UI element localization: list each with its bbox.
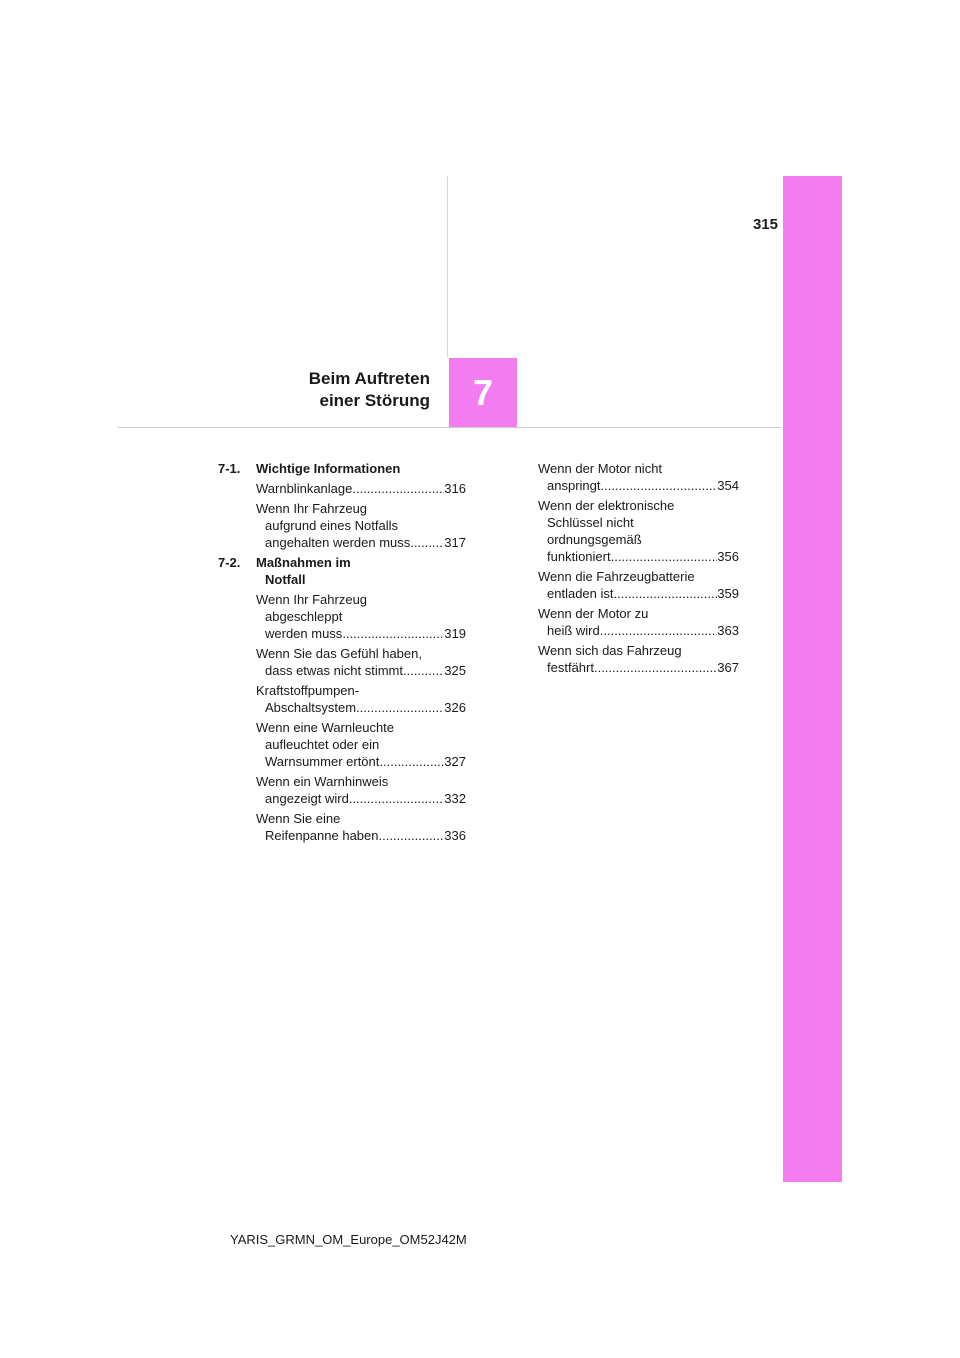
- toc-entry-text: Abschaltsystem: [265, 700, 357, 715]
- toc-entry[interactable]: [218, 500, 466, 551]
- toc-entry[interactable]: [528, 460, 739, 494]
- toc-entry-line: Wenn Ihr Fahrzeug: [256, 592, 368, 607]
- toc-entry-last-line: [256, 753, 466, 770]
- toc-page-number: 359: [717, 586, 739, 601]
- toc-entry-line: Wenn der Motor zu: [538, 606, 649, 621]
- page-number: 315: [752, 216, 778, 233]
- toc-leader-dots: [379, 753, 444, 770]
- toc-entry-last-line: [538, 659, 739, 676]
- toc-entry-last-line: [256, 790, 466, 807]
- toc-page-number: 326: [444, 700, 466, 715]
- toc-entry-last-line: [538, 477, 739, 494]
- toc-entry-text: angehalten werden muss: [265, 535, 411, 550]
- toc-entry-text: heiß wird: [547, 623, 600, 638]
- chapter-title-line-2: einer Störung: [319, 391, 430, 410]
- toc-leader-dots: [410, 534, 444, 551]
- toc-leader-dots: [379, 827, 445, 844]
- toc-entry[interactable]: [528, 642, 739, 676]
- chapter-title-line-1: Beim Auftreten: [308, 369, 430, 388]
- toc-entry-line: Wenn der Motor nicht: [538, 461, 663, 476]
- toc-entry[interactable]: [218, 591, 466, 642]
- toc-page-number: 317: [444, 535, 466, 550]
- toc-entry-line: Schlüssel nicht: [547, 515, 634, 530]
- toc-entry[interactable]: [528, 605, 739, 639]
- toc-entry-line: Wenn der elektronische: [538, 498, 675, 513]
- toc-entry-line: Wenn sich das Fahrzeug: [538, 643, 682, 658]
- toc-entry-last-line: [256, 625, 466, 642]
- toc-entry-text: Warnblinkanlage: [256, 481, 353, 496]
- chapter-title: [240, 368, 430, 412]
- toc-entry-line: Wenn Sie das Gefühl haben,: [256, 646, 422, 661]
- toc-entry-line: Wenn Ihr Fahrzeug: [256, 501, 368, 516]
- toc-page-number: 316: [444, 481, 466, 496]
- toc-entry[interactable]: [528, 568, 739, 602]
- section-number: 7-1.: [218, 461, 241, 476]
- toc-entry-last-line: [538, 585, 739, 602]
- toc-leader-dots: [352, 480, 444, 497]
- toc-leader-dots: [356, 699, 444, 716]
- chapter-tab: [783, 176, 842, 1182]
- toc-entry-line: Wenn die Fahrzeugbatterie: [538, 569, 695, 584]
- toc-leader-dots: [594, 659, 717, 676]
- toc-entry-last-line: [256, 662, 466, 679]
- toc-entry[interactable]: [528, 497, 739, 565]
- toc-entry-text: funktioniert: [547, 549, 611, 564]
- toc-entry-last-line: [256, 827, 466, 844]
- toc-entry-line: ordnungsgemäß: [547, 532, 642, 547]
- divider-vertical: [447, 176, 448, 358]
- toc-leader-dots: [403, 662, 444, 679]
- toc-entry-text: dass etwas nicht stimmt: [265, 663, 403, 678]
- toc-page-number: 363: [717, 623, 739, 638]
- toc-page-number: 356: [717, 549, 739, 564]
- toc-leader-dots: [349, 790, 444, 807]
- section-number: 7-2.: [218, 555, 241, 570]
- toc-section-heading: [218, 460, 466, 477]
- section-title-line: Maßnahmen im: [256, 555, 351, 570]
- chapter-number-box: [449, 358, 517, 427]
- divider-horizontal: [118, 427, 781, 428]
- toc-entry[interactable]: [218, 645, 466, 679]
- toc-entry-last-line: [256, 699, 466, 716]
- toc-entry-text: Reifenpanne haben: [265, 828, 379, 843]
- toc-entry-text: werden muss: [265, 626, 343, 641]
- section-title-line: Notfall: [265, 572, 306, 587]
- toc-entry-text: Warnsummer ertönt: [265, 754, 380, 769]
- toc-page-number: 367: [717, 660, 739, 675]
- toc-page-number: 336: [444, 828, 466, 843]
- toc-page-number: 332: [444, 791, 466, 806]
- toc-leader-dots: [342, 625, 444, 642]
- section-title-line: Wichtige Informationen: [256, 461, 401, 476]
- toc-page-number: 354: [717, 478, 739, 493]
- toc-leader-dots: [611, 548, 718, 565]
- toc-entry[interactable]: [218, 682, 466, 716]
- toc-entry-text: festfährt: [547, 660, 594, 675]
- toc-entry-line: Wenn eine Warnleuchte: [256, 720, 395, 735]
- toc-entry-line: abgeschleppt: [265, 609, 343, 624]
- toc-entry[interactable]: [218, 810, 466, 844]
- toc-entry-line: Wenn Sie eine: [256, 811, 341, 826]
- toc-leader-dots: [600, 622, 718, 639]
- toc-page-number: 327: [444, 754, 466, 769]
- toc-entry-line: aufleuchtet oder ein: [265, 737, 380, 752]
- toc-entry-text: angezeigt wird: [265, 791, 349, 806]
- toc-entry-last-line: [256, 480, 466, 497]
- toc-entry-last-line: [538, 548, 739, 565]
- toc-entry-line: Kraftstoffpumpen-: [256, 683, 360, 698]
- toc-entry-text: anspringt: [547, 478, 601, 493]
- chapter-number: 7: [472, 372, 494, 413]
- footer-doc-id: YARIS_GRMN_OM_Europe_OM52J42M: [230, 1232, 467, 1247]
- toc-section-heading: [218, 554, 466, 588]
- toc-entry-last-line: [538, 622, 739, 639]
- toc-page-number: 325: [444, 663, 466, 678]
- toc-column-1: [218, 460, 466, 847]
- toc-column-2: [528, 460, 739, 679]
- section-title: [256, 460, 400, 477]
- toc-leader-dots: [614, 585, 718, 602]
- toc-entry[interactable]: [218, 480, 466, 497]
- toc-entry-text: entladen ist: [547, 586, 614, 601]
- toc-page-number: 319: [444, 626, 466, 641]
- toc-entry[interactable]: [218, 773, 466, 807]
- toc-entry-line: aufgrund eines Notfalls: [265, 518, 398, 533]
- toc-entry-line: Wenn ein Warnhinweis: [256, 774, 389, 789]
- toc-leader-dots: [600, 477, 717, 494]
- toc-entry-last-line: [256, 534, 466, 551]
- toc-entry[interactable]: [218, 719, 466, 770]
- section-title: [256, 554, 351, 588]
